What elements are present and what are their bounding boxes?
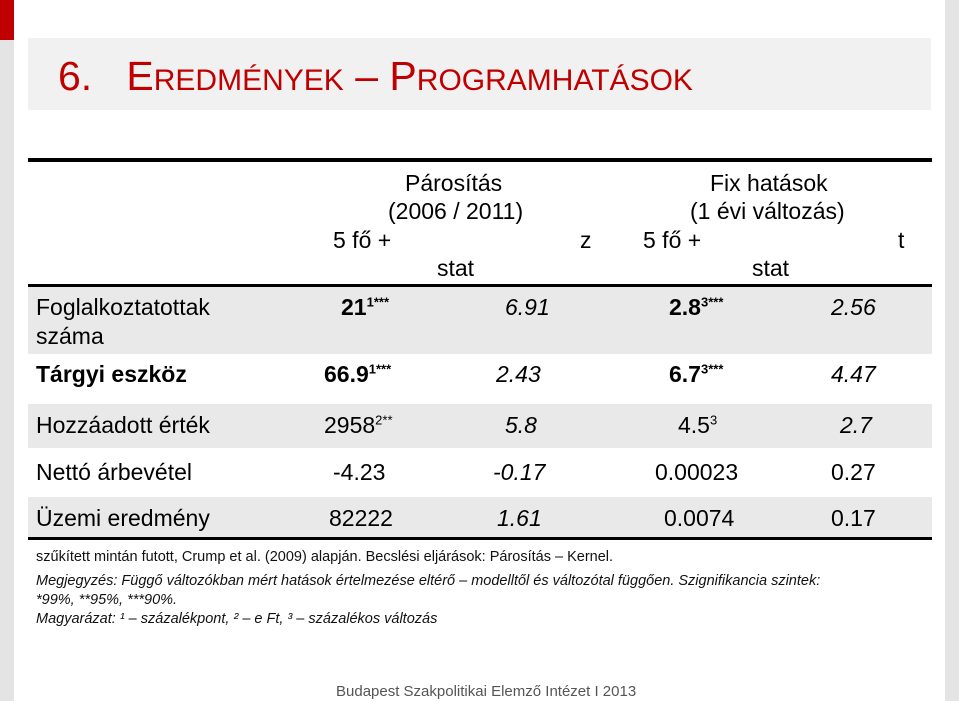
header-group2-col2-a: t	[898, 227, 905, 253]
header-group1-col2-a: z	[580, 227, 592, 253]
row-label: Üzemi eredmény	[36, 505, 210, 531]
header-group1-title: Párosítás	[405, 170, 503, 196]
superscript-marker: 3	[709, 412, 718, 428]
table-cell: 2.7	[840, 412, 872, 438]
table-cell: 0.27	[831, 459, 876, 485]
title-part: –	[355, 53, 379, 99]
superscript-marker: 2**	[375, 412, 393, 428]
note-remark: Megjegyzés: Függő változókban mért hatások értelmezése eltérő – modelltől és változótal függően. Szignifikancia szintek:	[36, 573, 821, 589]
header-group2-col1: 5 fő +	[643, 227, 702, 253]
left-decor-strip	[0, 0, 14, 701]
note-significance: *99%, **95%, ***90%.	[36, 592, 178, 608]
table-cell: $21^{1***}$	[341, 294, 390, 320]
row-label: száma	[36, 323, 104, 349]
table-cell: 4.47	[831, 361, 876, 387]
table-cell: $6.7^{3***}$	[669, 361, 724, 387]
table-cell: 82222	[329, 505, 393, 531]
table-cell: $2958^{2**}$	[324, 412, 393, 438]
superscript-marker: 3***	[700, 294, 724, 310]
header-group2-col2-b: stat	[752, 255, 790, 281]
header-group2-title: Fix hatások	[710, 170, 828, 196]
row-label: Hozzáadott érték	[36, 412, 210, 438]
row-label: Tárgyi eszköz	[36, 361, 187, 387]
superscript-marker: 1***	[368, 361, 392, 377]
title-part: E	[126, 53, 154, 99]
note-legend: Magyarázat: ¹ – százalékpont, ² – e Ft, ³ – százalékos változás	[36, 611, 438, 627]
row-label: Foglalkoztatottak	[36, 294, 210, 320]
left-accent-bar	[0, 0, 14, 40]
header-group1-period: (2006 / 2011)	[388, 198, 524, 224]
table-cell: -0.17	[493, 459, 546, 485]
table-cell: 0.0074	[664, 505, 735, 531]
header-group2-period: (1 évi változás)	[690, 198, 845, 224]
table-cell: $2.8^{3***}$	[669, 294, 724, 320]
table-cell: 0.00023	[655, 459, 739, 485]
table-cell: 2.43	[496, 361, 541, 387]
table-cell: 0.17	[831, 505, 876, 531]
slide-title	[58, 50, 693, 107]
table-bottom-rule	[28, 537, 932, 540]
title-part: P	[389, 53, 417, 99]
table-cell: 1.61	[497, 505, 542, 531]
footer-credit: Budapest Szakpolitikai Elemző Intézet I 2013	[336, 683, 637, 700]
table-top-rule	[28, 158, 932, 162]
table-cell: 6.91	[505, 294, 550, 320]
title-part: REDMÉNYEK	[153, 64, 344, 97]
table-cell: 5.8	[505, 412, 537, 438]
header-group1-col1: 5 fő +	[333, 227, 392, 253]
right-decor-strip	[945, 0, 959, 701]
superscript-marker: 3***	[700, 361, 724, 377]
table-cell: $4.5^3$	[678, 412, 718, 438]
table-cell: $66.9^{1***}$	[324, 361, 392, 387]
row-label: Nettó árbevétel	[36, 459, 192, 485]
table-cell: -4.23	[333, 459, 386, 485]
title-part: 6.	[58, 53, 93, 99]
header-group1-col2-b: stat	[437, 255, 475, 281]
table-cell: 2.56	[831, 294, 876, 320]
superscript-marker: 1***	[366, 294, 390, 310]
title-part: ROGRAMHATÁSOK	[416, 64, 693, 97]
note-methods: szűkített mintán futott, Crump et al. (2009) alapján. Becslési eljárások: Párosítás – Kernel.	[36, 549, 614, 565]
